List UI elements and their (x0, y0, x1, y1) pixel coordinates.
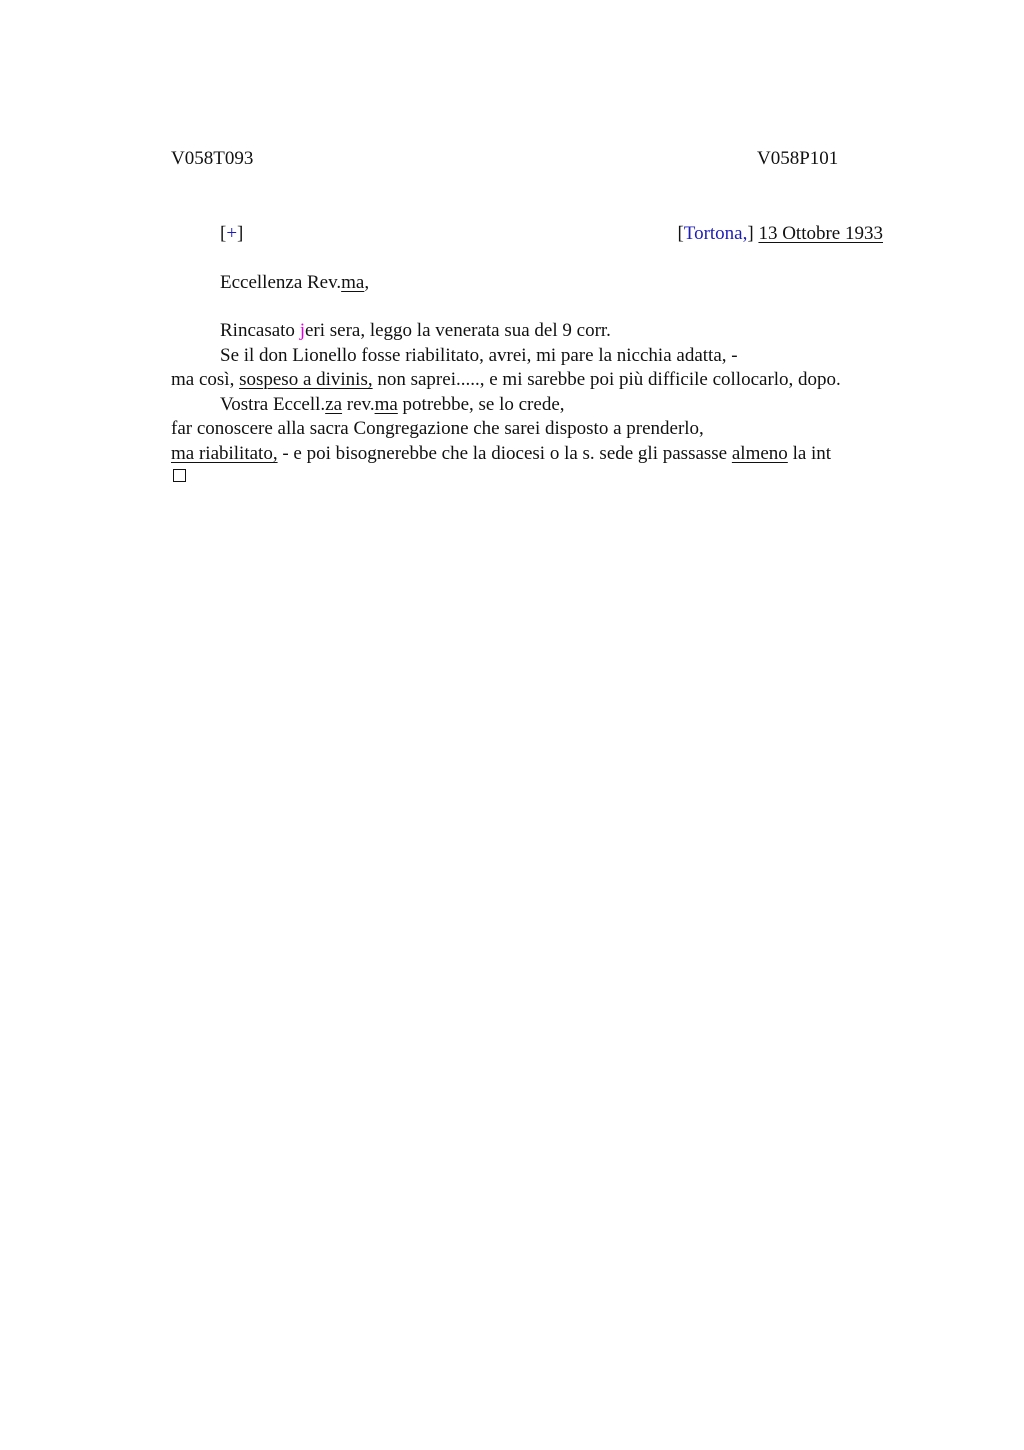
salutation-comma: , (364, 272, 370, 293)
line4-part-a: Vostra Eccell. (220, 394, 326, 415)
cross-symbol: + (226, 223, 238, 244)
letter-date: 13 Ottobre 1933 (758, 223, 883, 244)
line1-end: eri sera, leggo la venerata sua del 9 corr. (304, 320, 611, 341)
line6-middle: - e poi bisognerebbe che la diocesi o la s. sede gli passasse (277, 443, 732, 464)
bracket-open: [ (220, 223, 227, 244)
line6-underlined-almeno: almeno (731, 443, 788, 464)
body-line-6 (171, 444, 831, 463)
place-name: Tortona, (683, 223, 748, 244)
salutation (220, 273, 369, 292)
place-bracket-close: ] (747, 223, 754, 244)
cross-marker (220, 224, 243, 243)
line4-abbrev-za: za (325, 394, 343, 415)
line1-start: Rincasato (220, 320, 300, 341)
body-line-2: Se il don Lionello fosse riabilitato, avrei, mi pare la nicchia adatta, - (220, 345, 738, 366)
document-code-right: V058P101 (757, 148, 839, 169)
line1-correction: j (299, 320, 305, 341)
place-date-line (677, 224, 883, 243)
empty-square-icon (173, 469, 186, 482)
salutation-abbrev: ma (341, 272, 365, 293)
place-bracket-open: [ (677, 223, 684, 244)
salutation-text: Eccellenza Rev. (220, 272, 342, 293)
body-line-5: far conoscere alla sacra Congregazione che sarei disposto a prenderlo, (171, 418, 704, 439)
line3-underlined: sospeso a divinis, (239, 369, 373, 390)
body-line-3 (171, 370, 841, 389)
line3-start: ma così, (171, 369, 240, 390)
line6-end: la int (787, 443, 832, 464)
bracket-close: ] (237, 223, 244, 244)
line4-part-c: rev. (342, 394, 375, 415)
line4-part-e: potrebbe, se lo crede, (397, 394, 565, 415)
body-line-1 (220, 321, 611, 340)
body-line-4 (220, 395, 565, 414)
line3-end: non saprei....., e mi sarebbe poi più difficile collocarlo, dopo. (372, 369, 841, 390)
line4-abbrev-ma: ma (374, 394, 398, 415)
line6-underlined-start: ma riabilitato, (171, 443, 278, 464)
document-code-left: V058T093 (171, 148, 254, 169)
